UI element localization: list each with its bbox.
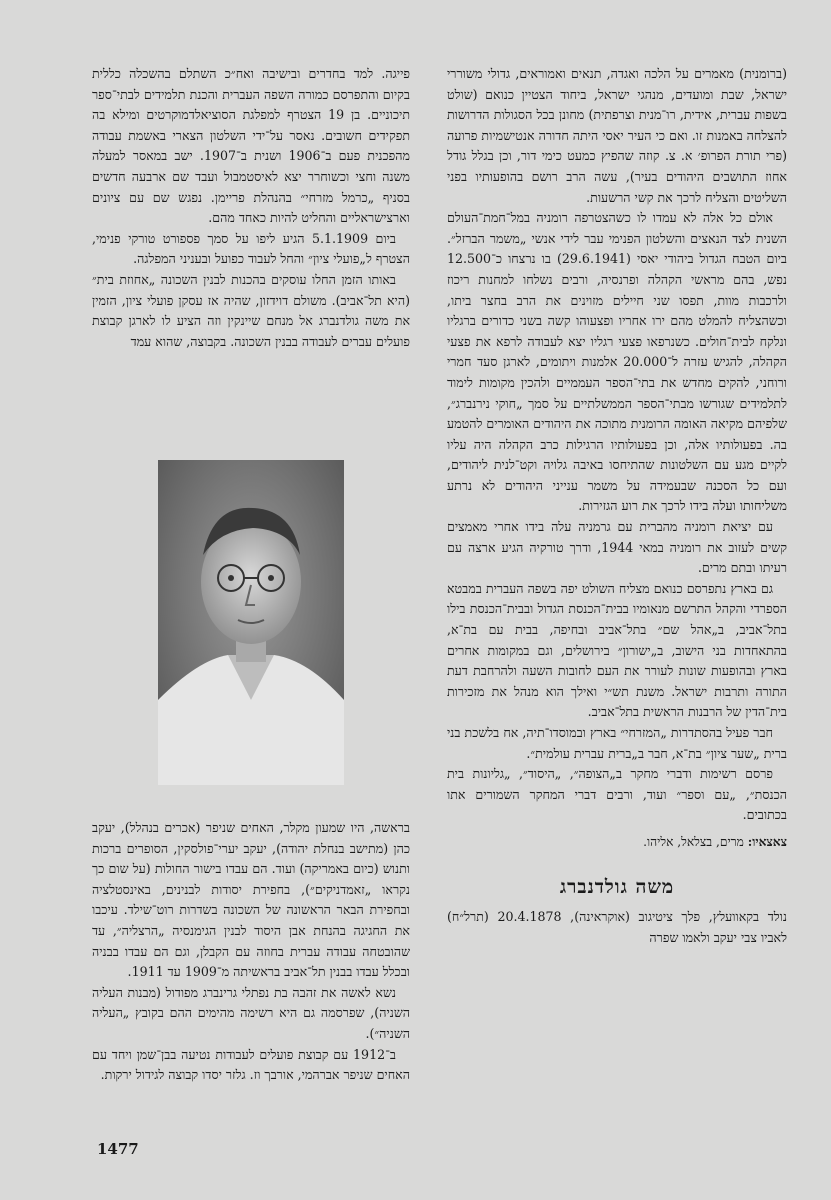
paragraph: חבר פעיל בהסתדרות „המזרחי״ בארץ ובמוסדו־תיה, אח בלשכת בני ברית „שער ציון״ בת־א, חבר ב„ברית עברית עולמית״. [447, 725, 787, 761]
portrait-photo [158, 460, 344, 785]
paragraph: פייגה. למד בחדרים ובישיבה ואח״כ השתלם בהשכלה כללית בקיום והתפרסם כמורה השפה העברית והכנת תלמידים לבתי־ספר תיכוניים. בן 19 הצטרף למפלגת הסוציאלדמוקרטים ומילא בה תפקידים חשובים. נאסר על־ידי השלטון הצארי באשמת עבודה מהפכנית פעם ב־1906 ושנית ב־1907. ישב במאסר למעלה משנה וחצי וכשוחרר יצא לאיסטמבול ועבד שם ארבעה חדשים בסניף „כרמל מזרחי״ בהנהלת פריימן. נפגש שם עם ציונים וארצישראליים והחליט להיות כאחד מהם. [92, 66, 410, 226]
children-label: צאצאיו: [747, 834, 787, 849]
paragraph: ב־1912 עם קבוצת פועלים לעבודות נטיעה בבן־שמן ויחד עם האחים שניפר אברהמי, אורבך וז. גלזר יסדו קבוצה לגידול ירקות. [92, 1046, 410, 1083]
bio-start: נולד בקאוועלץ, פלך ציטיגוב (אוקראינה), 20.4.1878 (תרל״ח) לאביו צבי יעקב ולאמו שפרה [447, 909, 788, 945]
left-column-bottom [92, 818, 410, 1086]
paragraph: פרסם רשימות ודברי מחקר ב„הצופה״, „היסוד״, „גליונות בית הכנסת״, „עם וספר״ ועוד, ורבים דברי המחקר השמורים אתו בכתובים. [447, 766, 787, 823]
paragraph: נשא לאשה את זהבה בת נפתלי גרינברג מפודול (מבנות העליה השניה), שפרסמה גם היא רשימה מהימים ההם בקובץ „העליה השניה״). [92, 984, 410, 1041]
paragraph: ביום 5.1.1909 הגיע ליפו על סמך פספורט טורקי פנימי, הצטרף ל„פועלי ציון״ והחל לעבוד כפועל ובעניני המפלגה. [92, 230, 410, 267]
paragraph: בראשה, היו שמעון מקלר, האחים שניפר (אכרים בנהלל), יעקב כהן (מתישב בנחלת יהודה), יעקב יערי־פולסקין, הסופרים ברכות ותנוש (כיום באמריקה) ועוד. הם עבדו בישור החולות (על שום כך נקראו „זאמדניקים״), בחפירת יסודות לבנינים, באינסטלציה ובחפירת הבאר הראשונה של השכונה בשדרות רוט־שילד. עיכבו את החגיגה בהנחת אבן היסוד לבנין הגימנסיה „הרצליה״, עד שהובטחה עבודה עברית בחוזה עם הקבלן, וגם הם עבדו בבניה ובכלל עבדו בבנין תל־אביב בראשיתה מ־1909 עד 1911. [92, 820, 410, 980]
entry-heading: משה גולדנברג [559, 875, 675, 898]
paragraph: גם בארץ נתפרסם כנואם מצליח השולט יפה בשפה העברית במבטא הספרדי והקהל התרשם מנאומיו בבית־הכנסת הגדול ובבית־הכנסת בילו בתל־אביב, ב„אהל שם״ בתל־אביב ובחיפה, בבית עם בת־א, בהתאחדות בני הישוב, ב„ישורון״ בירושלים, וגם במקומות אחרים בארץ ובהופעות שונות לעורר את העם לחובות השעה ולהרחבת דעת התורה ותרבות ישראל. משנת תש״י ואילך הוא מנהל את מזכירות בית־הדין של הרבנות הראשית בתל־אביב. [447, 580, 787, 720]
portrait-image [158, 460, 344, 785]
paragraph: (ברומנית) מאמרים על הלכה ואגדה, תנאים ואמוראים, גדולי משוררי ישראל, שבת ומועדים, מנהגי ישראל, ביחוד הצטיין כנואם (שולט בשפות עברית, אידית, רו־מנית וצרפתית) מחונן בכל הסגולות הדרושות להצלחה באמנות זו. ואם כי העיר יאסי היתה חדורה אנטישמיות פרועה (פרי תורת הפרופ׳ א. צ. קוזה שהפיץ כמעט כימי דור, וכן בגלל גודל אחוז התושבים היהודים בעיר), עשה הרב רושם בהופעותיו בפני השליטים והצליח לרכך את קשי הרשעות. [447, 66, 787, 205]
paragraph: באותו הזמן החלו עוסקים בהכנות לבנין השכונה „אחוזת בית״ (היא תל־אביב). משולם דוידזון, שהיה אז עסקן פועלי ציון, הזמין את משה גולדנברג אל מנחם שיינקין וזה הציע לו לארגן קבוצת פועלים עברים לעבודה בבנין השכונה. בקבוצה, שהוא עמד [92, 271, 410, 349]
paragraph: עם יציאת רומניה מהברית עם גרמניה עלה בידו אחרי מאמצים קשים לעזוב את רומניה במאי 1944, ודרך טורקיה הגיע ארצה עם רעיתו ובתם מרים. [447, 519, 787, 576]
paragraph: אולם כל אלה לא עמדו לו כשהצטרפה רומניה במל־חמת־העולם השנית לצד הנאצים והשלטון הפנימי עבר לידי אנשי „משמר הברזל״. ביום הטבח הגדול ביהודי יאסי (29.6.1941) בו נרצחו כ־12.500 נפש, בהם מראשי הקהלה ופרנסיה, ורבים נשלחו למחנות ריכוז ולרכבות מוות, תפסו שני חיילים מזוינים את הרב בחצר ביתו, וכשהצליח להמלט מהם ירו אחריו ופצעוהו קשה בשני כדורים ברגליו ונלקח לבית־חולים. כשנרפאו פצעי רגליו יצא לעבודה לרפא את פצעי הקהלה, להגיש עזרה ל־20.000 אלמנות ויתומים, לארגן סעד חמרי ורוחני, להקים מחדש את בתי־הספר העממיים ולהכין מקומות לימוד לתלמידים שגורשו מבתי־הספר הממשלתיים על סמך „חוקי נירנברג״, שלפיהם מקיאה האומה הרומנית מתוכה את היהודים האומרים להטמע בה. בפעולותיו אלה, וכן בפעולותיו הרגילות כרב הקהלה היה עליו לקיים מגע עם השלטונות שהתיחסו באיבה גלויה וקט־לנית ליהודים, ועם כל הסכנה שבעמידה על משמר ענייני היהודים לא נרתע משליחותו ועלה בידו לרכך את רוע הגזירות. [447, 210, 787, 514]
children-line [447, 832, 787, 853]
page-number: 1477 [97, 1140, 139, 1158]
children-names: מרים, בצלאל, אליהו. [643, 834, 744, 849]
right-column [447, 64, 787, 948]
left-column-top [92, 64, 410, 352]
